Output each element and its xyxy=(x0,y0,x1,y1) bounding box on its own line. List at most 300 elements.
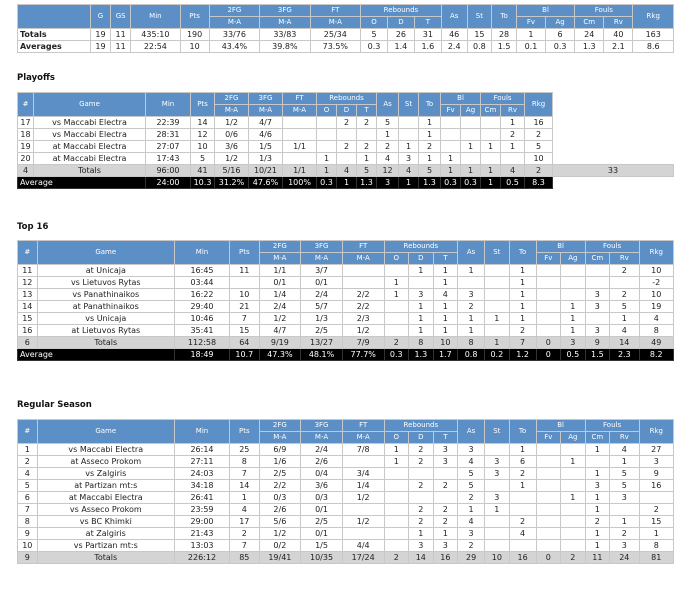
summary-cell: 6 xyxy=(546,29,575,41)
stat-cell xyxy=(399,117,419,129)
stat-cell: 17 xyxy=(18,117,34,129)
header-ft[interactable]: FT xyxy=(283,93,317,105)
stat-cell xyxy=(342,265,384,277)
header-d[interactable]: D xyxy=(409,253,434,265)
header-num[interactable]: # xyxy=(18,420,38,444)
stat-cell: 16:22 xyxy=(174,289,229,301)
stat-cell xyxy=(485,528,510,540)
stat-cell xyxy=(561,540,586,552)
stat-cell: 10:46 xyxy=(174,313,229,325)
totals-cell: 4 xyxy=(399,165,419,177)
table-row[interactable] xyxy=(18,265,674,277)
totals-cell: 2 xyxy=(525,165,553,177)
stat-cell: 2 xyxy=(337,141,357,153)
stat-cell: 11 xyxy=(230,265,259,277)
totals-cell: 10 xyxy=(433,337,458,349)
header-ag[interactable]: Ag xyxy=(461,105,481,117)
header-o[interactable]: O xyxy=(317,105,337,117)
stat-cell: 2 xyxy=(357,117,377,129)
header-ft[interactable]: FT xyxy=(342,241,384,253)
totals-label: Totals xyxy=(37,337,174,349)
header-3fg[interactable]: 3FG xyxy=(260,5,310,17)
stat-cell: 1 xyxy=(639,528,673,540)
stat-cell xyxy=(433,492,458,504)
header-fv[interactable]: Fv xyxy=(441,105,461,117)
header-3fg-ma: M-A xyxy=(260,17,310,29)
game-opponent-link[interactable]: vs Asseco Prokom xyxy=(37,504,174,516)
stat-cell xyxy=(536,277,561,289)
header-num[interactable]: # xyxy=(18,93,34,117)
stat-cell: 4 xyxy=(230,504,259,516)
stat-cell: 2 xyxy=(419,141,441,153)
stat-cell xyxy=(536,468,561,480)
stat-cell: 1/5 xyxy=(249,141,283,153)
stat-cell xyxy=(585,456,610,468)
header-fv[interactable]: Fv xyxy=(536,432,561,444)
average-cell: 0.3 xyxy=(461,177,481,189)
header-gs[interactable]: GS xyxy=(111,5,131,29)
stat-cell: 1 xyxy=(501,117,525,129)
table-row[interactable] xyxy=(18,456,674,468)
header-fouls: Fouls xyxy=(575,5,633,17)
game-opponent-link[interactable]: at Maccabi Electra xyxy=(37,492,174,504)
stat-cell: 1 xyxy=(433,313,458,325)
header-st[interactable]: St xyxy=(485,241,510,265)
header-bl: Bl xyxy=(516,5,574,17)
totals-cell: 1 xyxy=(441,165,461,177)
table-row[interactable] xyxy=(18,301,674,313)
stat-cell: 2/5 xyxy=(301,516,343,528)
stat-cell: 0/1 xyxy=(301,277,343,289)
totals-cell: 9/19 xyxy=(259,337,301,349)
header-cm[interactable]: Cm xyxy=(575,17,604,29)
header-ag[interactable]: Ag xyxy=(546,17,575,29)
stat-cell: 3 xyxy=(409,540,434,552)
top16-table xyxy=(17,240,674,361)
stat-cell: 1 xyxy=(458,313,485,325)
header-st[interactable]: St xyxy=(399,93,419,117)
stat-cell: 1 xyxy=(409,265,434,277)
totals-cell: 7 xyxy=(509,337,536,349)
header-t[interactable]: T xyxy=(433,432,458,444)
stat-cell: 3 xyxy=(610,492,639,504)
header-ma: M-A xyxy=(249,105,283,117)
totals-cell: 2 xyxy=(561,552,586,564)
stat-cell: 8 xyxy=(18,516,38,528)
stat-cell: 8 xyxy=(230,456,259,468)
header-st[interactable]: St xyxy=(467,5,492,29)
stat-cell: 2 xyxy=(18,456,38,468)
stat-cell: 1 xyxy=(458,325,485,337)
stat-cell: 2 xyxy=(337,117,357,129)
summary-cell: 28 xyxy=(492,29,517,41)
game-opponent-link[interactable]: at Lietuvos Rytas xyxy=(37,325,174,337)
stat-cell xyxy=(384,492,409,504)
stat-cell xyxy=(342,277,384,289)
game-opponent-link[interactable]: vs Unicaja xyxy=(37,313,174,325)
summary-cell: 1.3 xyxy=(575,41,604,53)
game-opponent-link[interactable]: vs Maccabi Electra xyxy=(37,444,174,456)
header-t[interactable]: T xyxy=(433,253,458,265)
stat-cell xyxy=(536,504,561,516)
game-opponent-link[interactable]: vs Panathinaikos xyxy=(37,289,174,301)
stat-cell xyxy=(441,129,461,141)
stat-cell xyxy=(384,301,409,313)
average-cell: 1.3 xyxy=(357,177,377,189)
stat-cell: 4/4 xyxy=(342,540,384,552)
stat-cell xyxy=(561,480,586,492)
summary-cell: 11 xyxy=(111,29,131,41)
header-min[interactable]: Min xyxy=(146,93,191,117)
totals-cell: 7/9 xyxy=(342,337,384,349)
summary-cell: 2.4 xyxy=(441,41,467,53)
game-opponent-link[interactable]: at Asseco Prokom xyxy=(37,456,174,468)
average-cell: 1.7 xyxy=(433,349,458,361)
table-row[interactable] xyxy=(18,277,674,289)
stat-cell xyxy=(585,265,610,277)
game-opponent-link[interactable]: at Zalgiris xyxy=(37,528,174,540)
stat-cell: 17:43 xyxy=(146,153,191,165)
header-pts[interactable]: Pts xyxy=(180,5,209,29)
stat-cell xyxy=(509,504,536,516)
stat-cell: 1 xyxy=(509,301,536,313)
header-d[interactable]: D xyxy=(337,105,357,117)
stat-cell xyxy=(485,301,510,313)
header-st[interactable]: St xyxy=(485,420,510,444)
table-row[interactable] xyxy=(18,516,674,528)
stat-cell: 3 xyxy=(585,301,610,313)
header-o[interactable]: O xyxy=(384,253,409,265)
stat-cell: 4/7 xyxy=(259,325,301,337)
stat-cell: 3 xyxy=(585,325,610,337)
header-pts[interactable]: Pts xyxy=(230,420,259,444)
stat-cell: 1 xyxy=(561,301,586,313)
header-2fg[interactable]: 2FG xyxy=(215,93,249,105)
stat-cell: 3 xyxy=(585,480,610,492)
header-min[interactable]: Min xyxy=(174,420,229,444)
header-3fg[interactable]: 3FG xyxy=(249,93,283,105)
header-2fg[interactable]: 2FG xyxy=(259,241,301,253)
stat-cell xyxy=(461,117,481,129)
stat-cell: 2 xyxy=(525,129,553,141)
stat-cell xyxy=(485,444,510,456)
stat-cell: 2 xyxy=(610,289,639,301)
header-ft[interactable]: FT xyxy=(310,5,360,17)
table-row[interactable] xyxy=(18,444,674,456)
stat-cell: 1 xyxy=(317,153,337,165)
game-opponent-link[interactable]: vs Maccabi Electra xyxy=(34,117,146,129)
stat-cell xyxy=(384,468,409,480)
average-row xyxy=(18,177,674,189)
stat-cell: 1 xyxy=(585,540,610,552)
stat-cell xyxy=(283,117,317,129)
summary-row-label: Averages xyxy=(18,41,91,53)
totals-cell: 1 xyxy=(461,165,481,177)
stat-cell: -2 xyxy=(639,277,673,289)
totals-cell: 8 xyxy=(409,337,434,349)
header-2fg-ma: M-A xyxy=(209,17,259,29)
header-fv[interactable]: Fv xyxy=(516,17,545,29)
stat-cell: 10 xyxy=(230,289,259,301)
header-cm[interactable]: Cm xyxy=(585,253,610,265)
stat-cell: 2/2 xyxy=(342,289,384,301)
header-t[interactable]: T xyxy=(414,17,441,29)
header-game[interactable]: Game xyxy=(37,241,174,265)
stat-cell: 10 xyxy=(525,153,553,165)
header-to[interactable]: To xyxy=(419,93,441,117)
header-2fg[interactable]: 2FG xyxy=(209,5,259,17)
table-row[interactable] xyxy=(18,289,674,301)
totals-cell: 3 xyxy=(561,337,586,349)
stat-cell xyxy=(458,277,485,289)
totals-cell: 14 xyxy=(610,337,639,349)
header-rkg[interactable]: Rkg xyxy=(639,241,673,265)
header-rkg[interactable]: Rkg xyxy=(633,5,674,29)
game-opponent-link[interactable]: vs Partizan mt:s xyxy=(37,540,174,552)
summary-row xyxy=(18,41,674,53)
header-fouls: Fouls xyxy=(481,93,525,105)
header-ft[interactable]: FT xyxy=(342,420,384,432)
header-pts[interactable]: Pts xyxy=(230,241,259,265)
game-opponent-link[interactable]: at Panathinaikos xyxy=(37,301,174,313)
header-min[interactable]: Min xyxy=(174,241,229,265)
header-game[interactable]: Game xyxy=(37,420,174,444)
header-rv[interactable]: Rv xyxy=(610,253,639,265)
totals-cell: 96:00 xyxy=(146,165,191,177)
summary-cell: 19 xyxy=(90,41,110,53)
game-opponent-link[interactable]: at Maccabi Electra xyxy=(34,141,146,153)
table-row[interactable] xyxy=(18,325,674,337)
table-row[interactable] xyxy=(18,480,674,492)
header-rv[interactable]: Rv xyxy=(604,17,633,29)
header-rv[interactable]: Rv xyxy=(610,432,639,444)
totals-cell: 5 xyxy=(357,165,377,177)
game-opponent-link[interactable]: vs Maccabi Electra xyxy=(34,129,146,141)
summary-cell: 163 xyxy=(633,29,674,41)
stat-cell: 1 xyxy=(18,444,38,456)
stat-cell: 2/2 xyxy=(342,301,384,313)
header-d[interactable]: D xyxy=(387,17,414,29)
stat-cell: 10 xyxy=(639,289,673,301)
stat-cell: 3 xyxy=(409,289,434,301)
stat-cell xyxy=(409,492,434,504)
stat-cell: 1 xyxy=(610,516,639,528)
totals-cell: 2 xyxy=(384,337,409,349)
game-opponent-link[interactable]: vs Zalgiris xyxy=(37,468,174,480)
stat-cell xyxy=(485,540,510,552)
average-cell: 8.2 xyxy=(639,349,673,361)
totals-cell: 6 xyxy=(18,337,38,349)
totals-cell: 2 xyxy=(384,552,409,564)
table-row[interactable] xyxy=(18,129,674,141)
totals-cell: 10 xyxy=(485,552,510,564)
summary-cell: 435:10 xyxy=(131,29,180,41)
header-cm[interactable]: Cm xyxy=(585,432,610,444)
header-cm[interactable]: Cm xyxy=(481,105,501,117)
stat-cell: 8 xyxy=(639,540,673,552)
summary-cell: 40 xyxy=(604,29,633,41)
average-cell: 3 xyxy=(377,177,399,189)
header-game[interactable]: Game xyxy=(34,93,146,117)
table-row[interactable] xyxy=(18,492,674,504)
stat-cell xyxy=(485,516,510,528)
stat-cell xyxy=(610,277,639,289)
stat-cell xyxy=(317,129,337,141)
stat-cell xyxy=(485,480,510,492)
average-cell: 8.3 xyxy=(525,177,553,189)
stat-cell: 4/7 xyxy=(249,117,283,129)
stat-cell: 2 xyxy=(377,141,399,153)
stat-cell: 5 xyxy=(18,480,38,492)
stat-cell: 1 xyxy=(409,313,434,325)
summary-cell: 1.4 xyxy=(387,41,414,53)
stat-cell: 3 xyxy=(458,289,485,301)
stat-cell: 1 xyxy=(461,141,481,153)
stat-cell: 4 xyxy=(610,325,639,337)
totals-row xyxy=(18,337,674,349)
stat-cell xyxy=(485,265,510,277)
stat-cell: 2 xyxy=(509,468,536,480)
header-as[interactable]: As xyxy=(458,241,485,265)
header-2fg[interactable]: 2FG xyxy=(259,420,301,432)
header-rebounds: Rebounds xyxy=(361,5,442,17)
table-row[interactable] xyxy=(18,504,674,516)
stat-cell xyxy=(485,289,510,301)
header-g[interactable]: G xyxy=(90,5,110,29)
game-opponent-link[interactable]: at Maccabi Electra xyxy=(34,153,146,165)
stat-cell: 1 xyxy=(561,325,586,337)
stat-cell: 12 xyxy=(18,277,38,289)
stat-cell: 1 xyxy=(384,289,409,301)
header-o[interactable]: O xyxy=(384,432,409,444)
header-to[interactable]: To xyxy=(509,241,536,265)
stat-cell xyxy=(283,129,317,141)
stat-cell: 8 xyxy=(639,325,673,337)
stat-cell: 1 xyxy=(509,277,536,289)
stat-cell: 3 xyxy=(433,444,458,456)
stat-cell: 1/6 xyxy=(259,456,301,468)
stat-cell: 1 xyxy=(585,504,610,516)
table-row[interactable] xyxy=(18,141,674,153)
summary-cell: 73.5% xyxy=(310,41,360,53)
stat-cell xyxy=(561,277,586,289)
header-pts[interactable]: Pts xyxy=(191,93,215,117)
stat-cell: 2 xyxy=(610,528,639,540)
totals-cell: 16 xyxy=(509,552,536,564)
totals-cell: 5/16 xyxy=(215,165,249,177)
stat-cell: 4 xyxy=(458,456,485,468)
stat-cell xyxy=(561,444,586,456)
table-row[interactable] xyxy=(18,528,674,540)
stat-cell: 2 xyxy=(433,480,458,492)
table-row[interactable] xyxy=(18,540,674,552)
summary-cell: 1.6 xyxy=(414,41,441,53)
stat-cell: 2/5 xyxy=(301,325,343,337)
game-opponent-link[interactable]: vs BC Khimki xyxy=(37,516,174,528)
stat-cell xyxy=(409,277,434,289)
header-to[interactable]: To xyxy=(509,420,536,444)
stat-cell: 3 xyxy=(485,492,510,504)
stat-cell: 1 xyxy=(433,301,458,313)
totals-cell: 1 xyxy=(485,337,510,349)
stat-cell: 5 xyxy=(610,480,639,492)
totals-cell: 10/21 xyxy=(249,165,283,177)
stat-cell: 1 xyxy=(585,444,610,456)
header-to[interactable]: To xyxy=(492,5,517,29)
stat-cell xyxy=(384,504,409,516)
header-rkg[interactable]: Rkg xyxy=(525,93,553,117)
totals-cell: 24 xyxy=(610,552,639,564)
stat-cell: 27:11 xyxy=(174,456,229,468)
header-ma: M-A xyxy=(215,105,249,117)
stat-cell: 1 xyxy=(399,141,419,153)
table-row[interactable] xyxy=(18,468,674,480)
stat-cell: 1 xyxy=(433,325,458,337)
stat-cell xyxy=(536,516,561,528)
stat-cell: 5 xyxy=(458,468,485,480)
stat-cell: 1 xyxy=(409,528,434,540)
header-d[interactable]: D xyxy=(409,432,434,444)
stat-cell xyxy=(481,153,501,165)
header-ag[interactable]: Ag xyxy=(561,432,586,444)
totals-cell: 112:58 xyxy=(174,337,229,349)
table-row[interactable] xyxy=(18,313,674,325)
stat-cell: 2 xyxy=(433,516,458,528)
stat-cell xyxy=(230,277,259,289)
stat-cell: 16 xyxy=(639,480,673,492)
header-min[interactable]: Min xyxy=(131,5,180,29)
game-opponent-link[interactable]: vs Lietuvos Rytas xyxy=(37,277,174,289)
average-cell: 2.3 xyxy=(610,349,639,361)
stat-cell: 4 xyxy=(610,444,639,456)
header-fv[interactable]: Fv xyxy=(536,253,561,265)
stat-cell: 1 xyxy=(419,153,441,165)
totals-cell: 10/35 xyxy=(301,552,343,564)
stat-cell xyxy=(536,289,561,301)
summary-cell: 25/34 xyxy=(310,29,360,41)
stat-cell xyxy=(485,277,510,289)
header-t[interactable]: T xyxy=(357,105,377,117)
stat-cell: 0/3 xyxy=(259,492,301,504)
totals-cell: 1 xyxy=(317,165,337,177)
header-3fg[interactable]: 3FG xyxy=(301,420,343,432)
summary-cell: 8.6 xyxy=(633,41,674,53)
table-row[interactable] xyxy=(18,153,674,165)
header-num[interactable]: # xyxy=(18,241,38,265)
game-opponent-link[interactable]: at Unicaja xyxy=(37,265,174,277)
header-ma: M-A xyxy=(283,105,317,117)
totals-cell: 9 xyxy=(18,552,38,564)
stat-cell: 27 xyxy=(639,444,673,456)
header-3fg[interactable]: 3FG xyxy=(301,241,343,253)
game-opponent-link[interactable]: at Partizan mt:s xyxy=(37,480,174,492)
header-as[interactable]: As xyxy=(458,420,485,444)
header-ag[interactable]: Ag xyxy=(561,253,586,265)
stat-cell: 2 xyxy=(509,516,536,528)
header-as[interactable]: As xyxy=(441,5,467,29)
stat-cell xyxy=(536,444,561,456)
header-rkg[interactable]: Rkg xyxy=(639,420,673,444)
stat-cell: 1/2 xyxy=(259,313,301,325)
header-rv[interactable]: Rv xyxy=(501,105,525,117)
header-as[interactable]: As xyxy=(377,93,399,117)
header-bl: Bl xyxy=(536,241,585,253)
summary-cell: 43.4% xyxy=(209,41,259,53)
header-o[interactable]: O xyxy=(361,17,388,29)
stat-cell: 2 xyxy=(409,480,434,492)
table-row[interactable] xyxy=(18,117,674,129)
stat-cell: 29:40 xyxy=(174,301,229,313)
